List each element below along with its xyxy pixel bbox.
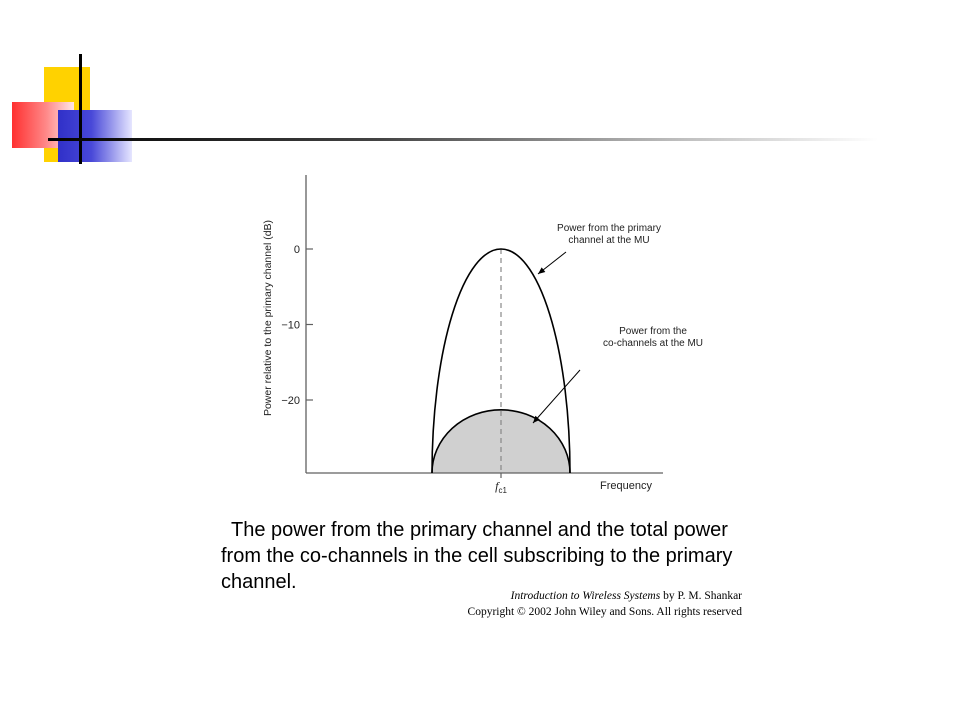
credit-line-book: [420, 588, 742, 604]
figure-caption: The power from the primary channel and the total power from the co-channels in the cell subscribing to the primary channel.: [221, 519, 733, 593]
series-annotation-line: Power from the primary: [557, 223, 661, 234]
copyright-credit: [420, 588, 742, 620]
y-tick-label: −20: [281, 395, 300, 407]
x-axis-label: Frequency: [600, 480, 652, 492]
annotation-leader: [533, 370, 580, 423]
decor-horizontal-line: [48, 138, 878, 141]
y-tick-label: 0: [293, 244, 300, 256]
series-annotation-line: Power from the: [619, 326, 687, 337]
annotation-arrowhead: [538, 267, 545, 274]
series-annotation-line: co-channels at the MU: [602, 338, 704, 349]
decor-vertical-line: [79, 54, 82, 164]
y-tick-label: −10: [281, 319, 300, 332]
power-spectrum-chart: [255, 170, 704, 500]
credit-line-copyright: Copyright © 2002 John Wiley and Sons. All rights reserved: [467, 606, 742, 618]
book-author: by P. M. Shankar: [660, 590, 742, 602]
book-title: Introduction to Wireless Systems: [510, 590, 661, 602]
y-axis-label: Power relative to the primary channel (dB): [262, 219, 274, 417]
decor-blue-square: [58, 110, 132, 162]
series-annotation-line: channel at the MU: [568, 235, 650, 246]
center-frequency-label: $f_{c1}$: [495, 479, 507, 495]
